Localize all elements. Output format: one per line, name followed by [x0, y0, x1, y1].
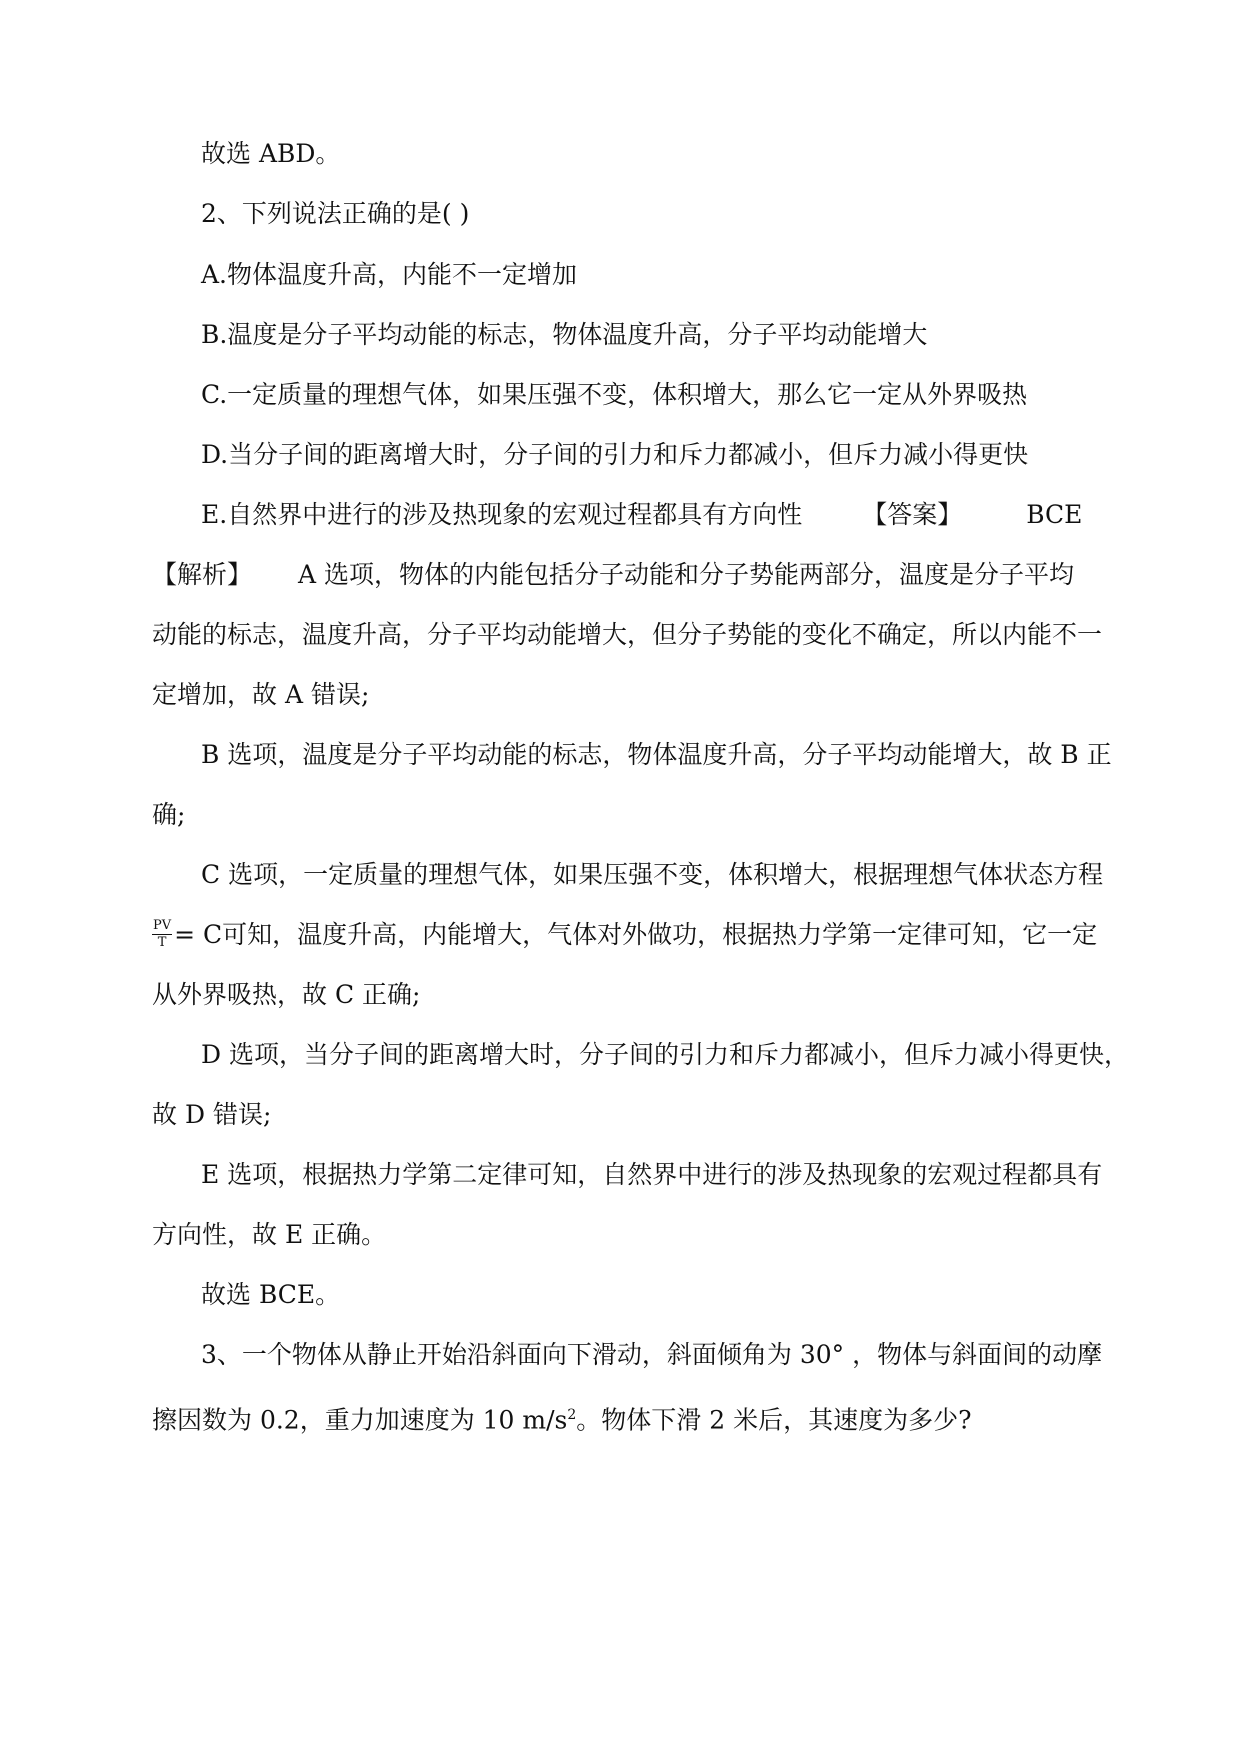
question-3-line-1: 3、一个物体从静止开始沿斜面向下滑动，斜面倾角为 30° ，物体与斜面间的动摩	[201, 1340, 1103, 1369]
question-2-option-b: B.温度是分子平均动能的标志，物体温度升高，分子平均动能增大	[201, 320, 928, 349]
analysis-b-line-2: 确;	[152, 800, 186, 829]
analysis-c-text-2: 可知，温度升高，内能增大，气体对外做功，根据热力学第一定律可知，它一定	[222, 920, 1098, 949]
analysis-e-line-1: E 选项，根据热力学第二定律可知，自然界中进行的涉及热现象的宏观过程都具有	[201, 1160, 1103, 1189]
question-2-option-e-row	[152, 499, 1141, 531]
analysis-c-line-3: 从外界吸热，故 C 正确;	[152, 980, 421, 1009]
analysis-b-line-1: B 选项，温度是分子平均动能的标志，物体温度升高，分子平均动能增大，故 B 正	[201, 740, 1112, 769]
formula-denominator: T	[157, 935, 167, 950]
question-3-line-2	[152, 1399, 1092, 1436]
analysis-e-line-2: 方向性，故 E 正确。	[152, 1220, 387, 1249]
question-2-stem: 2、下列说法正确的是( )	[201, 199, 470, 228]
question-2-option-d: D.当分子间的距离增大时，分子间的引力和斥力都减小，但斥力减小得更快	[201, 440, 1029, 469]
analysis-c-line-1: C 选项，一定质量的理想气体，如果压强不变，体积增大，根据理想气体状态方程	[201, 860, 1104, 889]
unit-exponent: 2	[567, 1407, 577, 1423]
question-2-option-a: A.物体温度升高，内能不一定增加	[201, 260, 578, 289]
previous-conclusion: 故选 ABD。	[201, 139, 341, 168]
question-2-conclusion: 故选 BCE。	[201, 1280, 341, 1309]
analysis-d-line-1: D 选项，当分子间的距离增大时，分子间的引力和斥力都减小，但斥力减小得更快，	[201, 1040, 1129, 1069]
question-3-text-a: 擦因数为 0.2，重力加速度为 10 m/s	[152, 1405, 568, 1435]
analysis-tag: 【解析】	[152, 560, 253, 589]
question-3-text-b: 。物体下滑 2 米后，其速度为多少?	[576, 1405, 972, 1435]
question-2-option-c: C.一定质量的理想气体，如果压强不变，体积增大，那么它一定从外界吸热	[201, 380, 1028, 409]
ideal-gas-formula-fraction	[152, 919, 172, 950]
formula-rest: = C	[174, 920, 223, 949]
analysis-a-text-1: A 选项，物体的内能包括分子动能和分子势能两部分，温度是分子平均	[298, 560, 1075, 589]
analysis-c-line-2	[152, 918, 1098, 952]
analysis-a-line-2: 动能的标志，温度升高，分子平均动能增大，但分子势能的变化不确定，所以内能不一	[152, 620, 1103, 649]
answer-value: BCE	[1026, 500, 1083, 529]
analysis-d-line-2: 故 D 错误;	[152, 1100, 272, 1129]
analysis-a-line-1	[152, 559, 1092, 591]
question-2-option-e: E.自然界中进行的涉及热现象的宏观过程都具有方向性	[201, 500, 803, 529]
answer-tag: 【答案】	[862, 500, 963, 529]
analysis-a-line-3: 定增加，故 A 错误;	[152, 680, 370, 709]
formula-numerator: PV	[153, 918, 172, 933]
